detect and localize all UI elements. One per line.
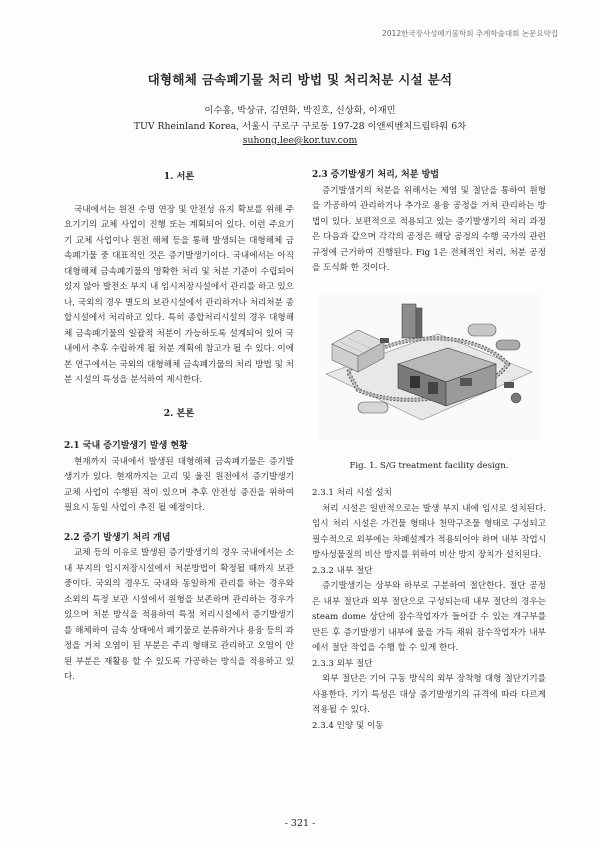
right-column-top [312, 168, 546, 277]
paragraph-2-3-1: 처리 시설은 일반적으로는 발생 부지 내에 임시로 설치된다. 임시 처리 시설은 가건물 형태나 천막구조물 형태로 구성되고 필수적으로 외부에는 차폐설계가 적용되어야 하며 내부 작업시 방사성물질의 비산 방지를 위하여 비산 방지 장치가 설치된다. [312, 503, 546, 560]
affiliation: TUV Rheinland Korea, 서울시 구로구 구로동 197-28 이앤씨벤처드림타워 6차 [133, 121, 467, 132]
subsection-heading-2-3: 2.3 증기발생기 처리, 처분 방법 [312, 170, 439, 180]
paragraph-2-3-3: 외부 절단은 기어 구동 방식의 외부 장착형 대형 절단기기를 사용한다. 기기 특성은 대상 증기발생기의 규격에 따라 다르게 적용될 수 있다. [312, 674, 546, 715]
subsection-heading-2-3-1: 2.3.1 처리 시설 설치 [312, 488, 392, 498]
tower-icon [402, 304, 422, 338]
subsection-heading-2-3-3: 2.3.3 외부 절단 [312, 658, 373, 669]
intro-paragraph: 국내에서는 원전 수명 연장 및 안전성 유지 확보를 위해 주요기기의 교체 사업이 진행 또는 계획되어 있다. 이런 주요기기 교체 사업이나 원전 해체 등을 통해 발생되는 대형해체 금속폐기물 중 대표적인 것은 증기발생기이다. 국내에서는 아직 대형해체 금속폐기물의 명확한 처리 및 처분 기준이 수립되어 있지 않아 발전소 부지 내 임시저장시설에서 관리를 하고 있으나, 국외의 경우 별도의 보관시설에서 관리하거나 처리처분 종합시설에서 처리하고 있다. 특히 종합처리시설의 경우 대형해체 금속폐기물의 일괄적 처분이 가능하도록 설계되어 있어 국내에서 추후 수립하게 될 처분 계획에 참고가 될 수 있다. 이에 본 연구에서는 국외의 대형해체 금속폐기물의 처리 방법 및 처분 시설의 특성을 분석하여 제시한다. [64, 204, 294, 385]
facility-figure [318, 294, 540, 440]
section-heading-body: 2. 본론 [163, 407, 195, 419]
paragraph-2-2: 교체 등의 이유로 발생된 증기발생기의 경우 국내에서는 소내 부지의 임시저장시설에서 처분방법이 확정될 때까지 보관 중이다. 국외의 경우도 국내와 동일하게 관리를 하는 경우와 소외의 특정 보관 시설에서 원형을 보존하며 관리하는 경우가 있으며 처분 방식을 적용하여 특정 처리시설에서 증기발생기를 해체하여 금속 상태에서 폐기물로 분류하거나 용융 등의 과정을 거쳐 오염이 된 부분은 주괴 형태로 관리하고 오염이 안 된 부분은 재활용 할 수 있도록 가공하는 방식을 적용하고 있다. [64, 548, 294, 682]
subsection-heading-2-3-4: 2.3.4 인양 및 이동 [312, 720, 384, 731]
author-list: 이수홍, 박상규, 김연화, 박진호, 신상화, 이재민 [204, 105, 396, 116]
author-email[interactable]: suhong.lee@kor.tuv.com [242, 135, 358, 146]
paper-title: 대형해체 금속폐기물 처리 방법 및 처리처분 시설 분석 [147, 72, 453, 87]
page-number: - 321 - [284, 818, 316, 829]
paragraph-2-3: 증기발생기의 처분을 위해서는 제염 및 절단을 통하여 원형을 가공하여 관리하거나 추가로 용융 공정을 거쳐 관리하는 방법이 있다. 보편적으로 적용되고 있는 증기발생기의 처리 과정은 다음과 같으며 각각의 공정은 해당 공정의 수행 국가의 관련 규정에 근거하여 진행된다. Fig 1은 전체적인 처리, 처분 공정을 도식화 한 것이다. [312, 185, 546, 273]
subsection-heading-2-1: 2.1 국내 증기발생기 발생 현황 [64, 441, 188, 451]
right-column-bottom [312, 486, 546, 734]
figure-caption: Fig. 1. S/G treatment facility design. [349, 461, 509, 471]
paragraph-2-1: 현재까지 국내에서 발생된 대형해체 금속폐기물은 증기발생기가 있다. 현재까지는 고리 및 울진 원전에서 증기발생기 교체 사업이 수행된 적이 있으며 추후 안전성 증진을 위하여 필요시 동일 사업이 추진 될 예정이다. [64, 456, 294, 513]
subsection-heading-2-3-2: 2.3.2 내부 절단 [312, 565, 373, 576]
paragraph-2-3-2: 증기발생기는 상부와 하부로 구분하여 절단한다. 절단 공정은 내부 절단과 외부 절단으로 구성되는데 내부 절단의 경우는 steam dome 상단에 잠수작업자가 들어갈 수 있는 개구부를 만든 후 증기발생기 내부에 물을 가득 채워 잠수작업자가 내부에서 절단 작업을 수행 할 수 있게 한다. [312, 581, 546, 653]
left-column [64, 169, 294, 686]
subsection-heading-2-2: 2.2 증기 발생기 처리 개념 [64, 532, 171, 543]
running-head: 2012한국장사성폐기물학회 추계학술대회 논문요약집 [382, 29, 558, 38]
section-heading-intro: 1. 서론 [163, 171, 195, 182]
